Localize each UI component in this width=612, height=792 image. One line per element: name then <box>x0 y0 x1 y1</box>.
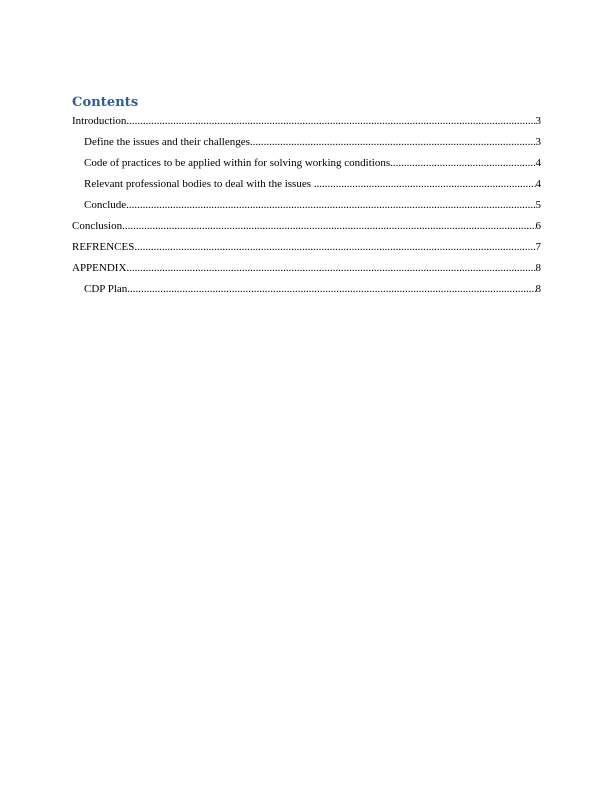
toc-entry-appendix[interactable] <box>72 261 541 282</box>
toc-entry-title: Conclusion <box>72 220 123 232</box>
toc-dot-leader <box>250 135 536 149</box>
toc-entry-define-issues[interactable] <box>72 135 541 156</box>
table-of-contents <box>72 114 541 303</box>
toc-entry-title: REFRENCES <box>72 241 135 253</box>
toc-entry-title: CDP Plan <box>84 283 128 295</box>
toc-dot-leader <box>314 177 536 191</box>
toc-entry-page: 6 <box>535 220 541 232</box>
toc-entry-conclude[interactable] <box>72 198 541 219</box>
toc-entry-page: 3 <box>535 136 541 148</box>
toc-entry-title: Introduction <box>72 115 127 127</box>
toc-dot-leader <box>127 282 535 296</box>
toc-entry-introduction[interactable] <box>72 114 541 135</box>
toc-heading: Contents <box>72 95 139 110</box>
toc-entry-code-of-practices[interactable] <box>72 156 541 177</box>
toc-entry-page: 8 <box>535 283 541 295</box>
toc-entry-page: 4 <box>535 178 541 190</box>
toc-entry-page: 8 <box>535 262 541 274</box>
toc-entry-title: Define the issues and their challenges <box>84 136 250 148</box>
toc-entry-title: Relevant professional bodies to deal with the issues <box>84 178 314 190</box>
toc-entry-page: 7 <box>535 241 541 253</box>
toc-dot-leader <box>390 156 535 170</box>
toc-dot-leader <box>126 114 535 128</box>
toc-entry-conclusion[interactable] <box>72 219 541 240</box>
toc-entry-title: Conclude <box>84 199 127 211</box>
toc-dot-leader <box>134 240 535 254</box>
toc-entry-cdp-plan[interactable] <box>72 282 541 303</box>
toc-entry-title: Code of practices to be applied within for solving working conditions <box>84 157 391 169</box>
toc-entry-title: APPENDIX <box>72 262 127 274</box>
toc-entry-professional-bodies[interactable] <box>72 177 541 198</box>
toc-dot-leader <box>126 198 535 212</box>
toc-entry-references[interactable] <box>72 240 541 261</box>
toc-entry-page: 3 <box>535 115 541 127</box>
toc-entry-page: 5 <box>535 199 541 211</box>
toc-dot-leader <box>122 219 535 233</box>
toc-dot-leader <box>126 261 535 275</box>
toc-entry-page: 4 <box>535 157 541 169</box>
